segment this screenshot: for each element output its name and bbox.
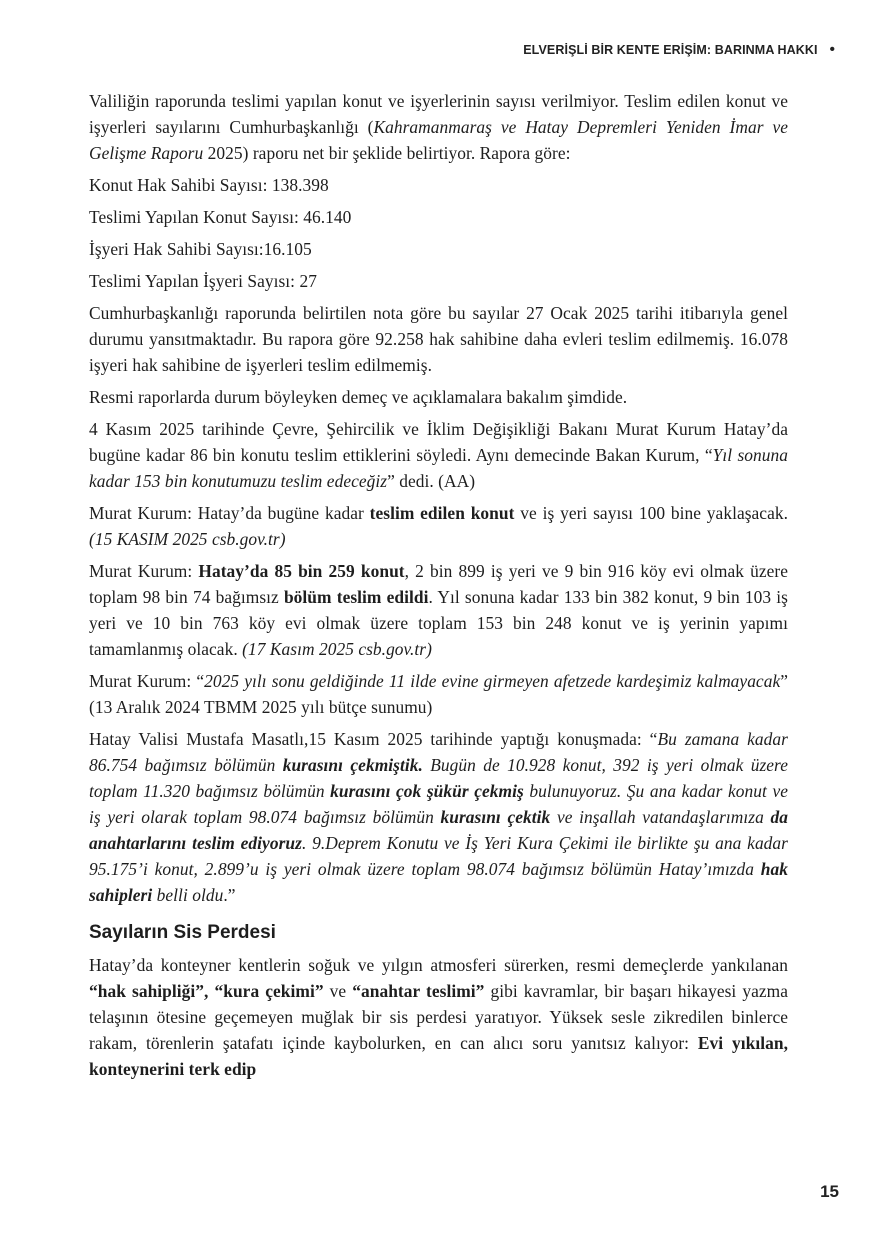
quote-bold-italic: kurasını çektik [440,807,551,827]
quote-italic: belli oldu [152,885,224,905]
text-span: ” (13 Aralık 2024 TBMM 2025 yılı bütçe sunumu) [89,671,789,717]
bold-span: bölüm teslim edildi [283,587,429,607]
quote-italic: Yıl sonuna kadar 153 bin konutumuzu teslim edeceğiz [89,445,788,491]
quote-bold-italic: da anahtarlarını teslim ediyoruz [89,807,788,853]
text-span: Murat Kurum: [89,561,199,581]
text-span: Hatay’da konteyner kentlerin soğuk ve yılgın atmosferi sürerken, resmi demeçlerde yankılanan [89,955,788,975]
quote-italic: bulunuyoruz. Şu ana kadar konut ve iş yeri olarak toplam 98.074 bağımsız bölümün [89,781,789,827]
text-span: ve iş yeri sayısı 100 bine yaklaşacak. [514,503,788,523]
text-span: Valiliğin raporunda teslimi yapılan konut ve işyerlerinin sayısı verilmiyor. Teslim edilen konut ve işyerleri sayılarını Cumhurbaşkanlığı ( [89,91,788,137]
stat-teslim-isyeri: Teslimi Yapılan İşyeri Sayısı: 27 [89,271,317,291]
source-italic: (17 Kasım 2025 csb.gov.tr) [242,639,432,659]
paragraph-transition: Resmi raporlarda durum böyleyken demeç ve açıklamalara bakalım şimdide. [89,387,628,407]
quote-bold-italic: kurasını çekmiştik. [282,755,423,775]
paragraph-intro [89,88,788,166]
paragraph-report-note: Cumhurbaşkanlığı raporunda belirtilen nota göre bu sayılar 27 Ocak 2025 tarihi itibarıyla genel durumu yansıtmaktadır. Bu rapora göre 92.258 hak sahibine daha evleri teslim edilmemiş. 16.078 işyeri hak sahibine de işyerleri teslim edilmemiş. [89,303,788,375]
paragraph-minister-statement-3 [89,558,788,662]
text-span: 4 Kasım 2025 tarihinde Çevre, Şehircilik ve İklim Değişikliği Bakanı Murat Kurum Hatay’da bugüne kadar 86 bin konutu teslim ettiklerini söyledi. Aynı demecinde Bakan Kurum, “ [89,419,788,465]
bold-span: “anahtar teslimi” [352,981,485,1001]
quote-bold-italic: hak sahipleri [89,859,788,905]
paragraph-minister-statement-1 [89,416,788,494]
text-span: Murat Kurum: Hatay’da bugüne kadar [89,503,370,523]
source-italic: (15 KASIM 2025 csb.gov.tr) [89,529,286,549]
page-number: 15 [820,1182,839,1201]
page-body [89,88,788,1088]
quote-italic: Bu zamana kadar 86.754 bağımsız bölümün [89,729,788,775]
text-span: .” [223,885,236,905]
quote-italic: ve inşallah vatandaşlarımıza [550,807,771,827]
stat-teslim-konut: Teslimi Yapılan Konut Sayısı: 46.140 [89,207,352,227]
text-span: Murat Kurum: “ [89,671,205,691]
paragraph-minister-statement-2 [89,500,788,552]
text-span: ve [323,981,353,1001]
paragraph-minister-statement-4 [89,668,788,720]
stat-konut-hak-sahibi: Konut Hak Sahibi Sayısı: 138.398 [89,175,329,195]
bullet-icon: • [829,41,835,58]
bold-span: teslim edilen konut [369,503,515,523]
text-span: gibi kavramlar, bir başarı hikayesi yazma telaşının ötesine geçemeyen muğlak bir sis perdesi yaratıyor. Yüksek sesle zikredilen binlerce rakam, törenlerin şatafatı içinde kaybolurken, en can alıcı soru yanıtsız kalıyor: [89,981,788,1053]
running-title: ELVERİŞLİ BİR KENTE ERİŞİM: BARINMA HAKKI [523,42,818,57]
quote-bold-italic: kurasını çok şükür çekmiş [330,781,524,801]
bold-span: Evi yıkılan, konteynerini terk edip [89,1033,788,1079]
quote-italic: . 9.Deprem Konutu ve İş Yeri Kura Çekimi ile birlikte şu ana kadar 95.175’i konut, 2.899’u iş yeri olmak üzere toplam 98.074 bağımsız bölümün Hatay’ımızda [89,833,788,879]
text-span: ” dedi. (AA) [387,471,476,491]
quote-italic: 2025 yılı sonu geldiğinde 11 ilde evine girmeyen afetzede kardeşimiz kalmayacak [204,671,781,691]
text-span: , 2 bin 899 iş yeri ve 9 bin 916 köy evi olmak üzere toplam 98 bin 74 bağımsız [89,561,788,607]
running-header [523,42,835,57]
quote-italic: Bugün de 10.928 konut, 392 iş yeri olmak üzere toplam 11.320 bağımsız bölümün [89,755,788,801]
paragraph-governor-statement [89,726,788,908]
text-span: Hatay Valisi Mustafa Masatlı,15 Kasım 2025 tarihinde yaptığı konuşmada: “ [89,729,658,749]
section-heading: Sayıların Sis Perdesi [89,922,276,943]
paragraph-section-intro [89,952,788,1082]
stat-isyeri-hak-sahibi: İşyeri Hak Sahibi Sayısı:16.105 [89,239,312,259]
report-title-italic: Kahramanmaraş ve Hatay Depremleri Yeniden İmar ve Gelişme Raporu [89,117,788,163]
text-span: 2025) raporu net bir şeklide belirtiyor. Rapora göre: [203,143,571,163]
bold-span: Hatay’da 85 bin 259 konut [198,561,405,581]
bold-span: “hak sahipliği”, “kura çekimi” [89,981,324,1001]
text-span: . Yıl sonuna kadar 133 bin 382 konut, 9 bin 103 iş yeri ve 10 bin 763 köy evi olmak üzere toplam 153 bin 248 konut ve iş yerinin yapımı tamamlanmış olacak. [89,587,788,659]
